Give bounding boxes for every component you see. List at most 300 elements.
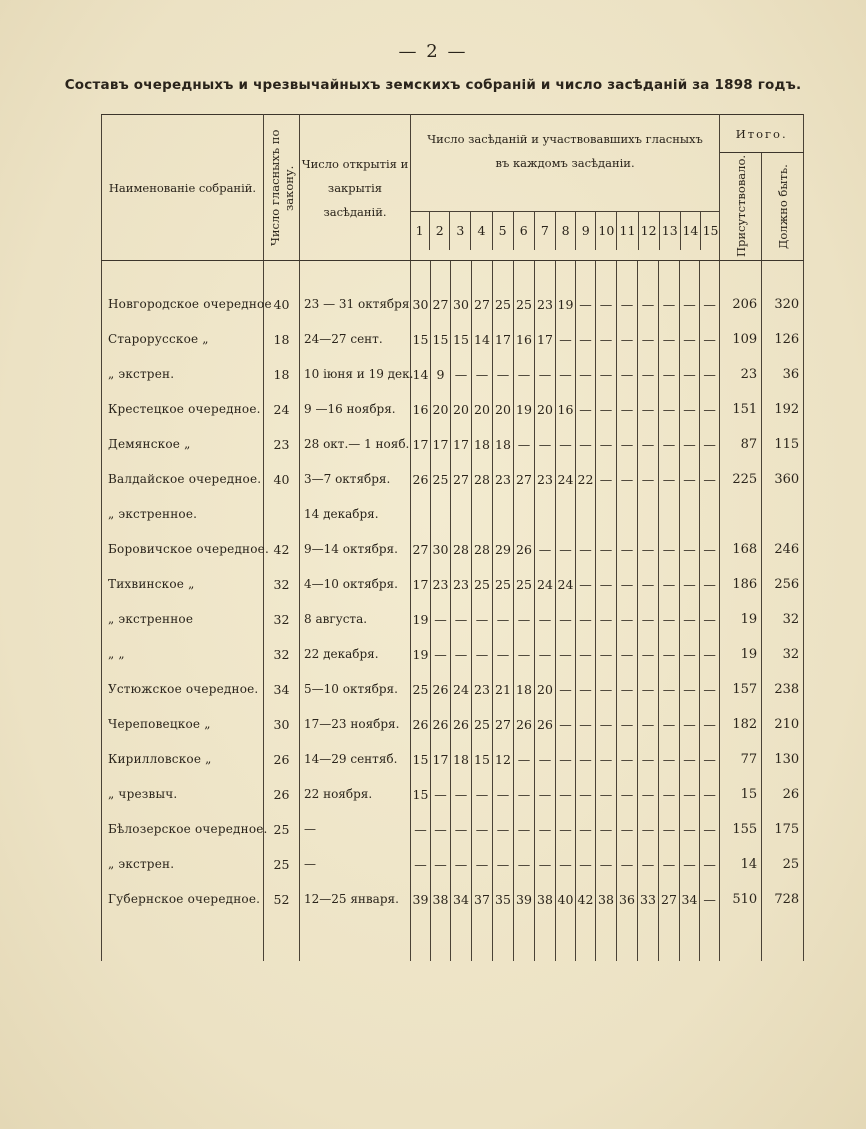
row-session-value: —	[431, 847, 451, 882]
session-number-15: 15	[700, 212, 720, 250]
row-dates: 9 —16 ноября.	[300, 392, 411, 427]
row-session-value	[617, 497, 638, 532]
row-name: Новгородское очередное	[102, 287, 264, 322]
row-session-value: 42	[576, 882, 596, 917]
row-session-value: 18	[451, 742, 472, 777]
row-present: 15	[720, 777, 762, 812]
row-dates: 22 ноября.	[300, 777, 411, 812]
row-session-value: 24	[451, 672, 472, 707]
row-session-value: 20	[451, 392, 472, 427]
row-dates: 12—25 января.	[300, 882, 411, 917]
row-session-value: —	[659, 742, 680, 777]
header-should: Должно быть.	[762, 153, 804, 261]
row-name: Валдайское очередное.	[102, 462, 264, 497]
row-session-value: —	[596, 392, 617, 427]
row-session-value: 15	[411, 742, 431, 777]
row-session-value: —	[617, 357, 638, 392]
row-dates: 3—7 октября.	[300, 462, 411, 497]
tail-row	[102, 917, 804, 961]
table-row	[102, 637, 804, 672]
row-session-value: 15	[451, 322, 472, 357]
row-session-value: 27	[431, 287, 451, 322]
row-session-value: —	[431, 812, 451, 847]
row-session-value: —	[659, 637, 680, 672]
row-session-value: —	[576, 812, 596, 847]
spacer-cell	[638, 261, 659, 287]
row-session-value: 16	[411, 392, 431, 427]
row-session-value: —	[700, 672, 720, 707]
row-dates: 22 декабря.	[300, 637, 411, 672]
row-session-value: —	[680, 847, 700, 882]
tail-cell	[617, 917, 638, 961]
row-session-value: —	[617, 567, 638, 602]
spacer-cell	[411, 261, 431, 287]
row-session-value	[411, 497, 431, 532]
row-session-value: 18	[493, 427, 514, 462]
row-session-value: —	[596, 357, 617, 392]
row-session-value: —	[596, 742, 617, 777]
row-session-value: —	[617, 672, 638, 707]
row-session-value: 28	[451, 532, 472, 567]
row-session-value: 19	[556, 287, 576, 322]
row-session-value: 9	[431, 357, 451, 392]
row-session-value: —	[535, 357, 556, 392]
row-session-value: 27	[451, 462, 472, 497]
row-session-value: —	[638, 707, 659, 742]
row-session-value: —	[596, 672, 617, 707]
row-session-value: —	[596, 602, 617, 637]
row-name: Череповецкое „	[102, 707, 264, 742]
row-session-value: —	[472, 777, 493, 812]
row-session-value: 26	[431, 672, 451, 707]
row-session-value: 19	[411, 602, 431, 637]
row-should: 32	[762, 637, 804, 672]
row-should: 36	[762, 357, 804, 392]
row-session-value: —	[556, 322, 576, 357]
row-should: 175	[762, 812, 804, 847]
row-session-value: 21	[493, 672, 514, 707]
row-law-count: 32	[264, 637, 300, 672]
row-should: 32	[762, 602, 804, 637]
row-session-value: —	[638, 672, 659, 707]
row-should: 256	[762, 567, 804, 602]
row-session-value: 25	[493, 567, 514, 602]
row-session-value: 39	[411, 882, 431, 917]
row-session-value: —	[638, 847, 659, 882]
row-should: 25	[762, 847, 804, 882]
row-session-value: —	[596, 532, 617, 567]
table-row	[102, 427, 804, 462]
row-session-value: —	[700, 812, 720, 847]
row-session-value: —	[659, 602, 680, 637]
row-session-value: —	[576, 742, 596, 777]
row-session-value: 30	[431, 532, 451, 567]
row-session-value: 27	[659, 882, 680, 917]
row-session-value: —	[556, 812, 576, 847]
row-session-value: 16	[514, 322, 535, 357]
row-session-value: —	[659, 672, 680, 707]
row-session-value: 23	[451, 567, 472, 602]
row-name: „ чрезвыч.	[102, 777, 264, 812]
session-number-7: 7	[534, 212, 555, 250]
row-law-count: 32	[264, 602, 300, 637]
row-law-count: 26	[264, 742, 300, 777]
row-session-value: —	[617, 637, 638, 672]
row-law-count: 24	[264, 392, 300, 427]
row-session-value: —	[556, 847, 576, 882]
tail-cell	[700, 917, 720, 961]
tail-cell	[411, 917, 431, 961]
row-session-value: —	[493, 812, 514, 847]
header-name: Наименованіе собраній.	[102, 115, 264, 261]
row-session-value: 23	[472, 672, 493, 707]
row-session-value: 24	[556, 462, 576, 497]
row-session-value	[596, 497, 617, 532]
session-number-13: 13	[659, 212, 680, 250]
row-session-value: —	[576, 532, 596, 567]
row-session-value: 16	[556, 392, 576, 427]
row-session-value: —	[617, 777, 638, 812]
row-session-value: —	[556, 427, 576, 462]
row-session-value: —	[700, 882, 720, 917]
row-session-value: —	[617, 427, 638, 462]
spacer-cell	[680, 261, 700, 287]
table-row	[102, 847, 804, 882]
row-session-value: —	[596, 812, 617, 847]
row-session-value: 33	[638, 882, 659, 917]
row-session-value: 28	[472, 462, 493, 497]
row-session-value: —	[617, 532, 638, 567]
row-name: Крестецкое очередное.	[102, 392, 264, 427]
row-session-value: 26	[451, 707, 472, 742]
row-session-value: —	[680, 637, 700, 672]
row-law-count: 34	[264, 672, 300, 707]
table-body	[102, 261, 804, 961]
row-session-value: —	[431, 777, 451, 812]
row-session-value: 39	[514, 882, 535, 917]
row-present: 182	[720, 707, 762, 742]
table-row	[102, 497, 804, 532]
row-session-value: —	[700, 462, 720, 497]
row-session-value: —	[659, 707, 680, 742]
row-dates: 28 окт.— 1 нояб.	[300, 427, 411, 462]
session-number-12: 12	[638, 212, 659, 250]
row-session-value: —	[535, 532, 556, 567]
row-name: „ экстренное	[102, 602, 264, 637]
row-should: 238	[762, 672, 804, 707]
row-session-value: —	[576, 322, 596, 357]
row-name: „ экстренное.	[102, 497, 264, 532]
row-session-value: —	[596, 322, 617, 357]
tail-cell	[762, 917, 804, 961]
header-total: Итого.	[720, 115, 804, 153]
row-session-value: —	[617, 847, 638, 882]
row-session-value: —	[617, 322, 638, 357]
row-session-value: —	[451, 637, 472, 672]
spacer-cell	[535, 261, 556, 287]
tail-cell	[264, 917, 300, 961]
row-session-value: 24	[556, 567, 576, 602]
row-session-value: —	[700, 567, 720, 602]
row-session-value: —	[700, 322, 720, 357]
row-session-value: —	[638, 532, 659, 567]
row-session-value: —	[680, 707, 700, 742]
row-session-value: 17	[431, 742, 451, 777]
tail-cell	[451, 917, 472, 961]
row-session-value: —	[514, 602, 535, 637]
row-name: Кирилловское „	[102, 742, 264, 777]
spacer-cell	[472, 261, 493, 287]
row-session-value: —	[638, 777, 659, 812]
row-session-value: —	[638, 812, 659, 847]
row-session-value: 29	[493, 532, 514, 567]
row-session-value: 24	[535, 567, 556, 602]
row-session-value: 15	[431, 322, 451, 357]
row-dates: 14 декабря.	[300, 497, 411, 532]
row-session-value: —	[493, 777, 514, 812]
row-session-value: —	[576, 672, 596, 707]
row-present: 155	[720, 812, 762, 847]
row-session-value: —	[638, 427, 659, 462]
row-session-value: 30	[451, 287, 472, 322]
row-session-value: —	[596, 567, 617, 602]
row-dates: 9—14 октября.	[300, 532, 411, 567]
row-session-value: 30	[411, 287, 431, 322]
row-session-value: 12	[493, 742, 514, 777]
row-present: 168	[720, 532, 762, 567]
row-present: 225	[720, 462, 762, 497]
row-dates: 14—29 сентяб.	[300, 742, 411, 777]
row-session-value: —	[680, 532, 700, 567]
tail-cell	[576, 917, 596, 961]
row-session-value: 25	[431, 462, 451, 497]
row-session-value: 15	[411, 777, 431, 812]
row-session-value: —	[659, 357, 680, 392]
spacer-cell	[700, 261, 720, 287]
header-dates: Число открытія и закрытія засѣданій.	[300, 115, 411, 261]
row-session-value: —	[700, 602, 720, 637]
row-name: Старорусское „	[102, 322, 264, 357]
row-name: „ экстрен.	[102, 847, 264, 882]
row-session-value: 34	[680, 882, 700, 917]
row-session-value: —	[680, 357, 700, 392]
row-session-value: 27	[514, 462, 535, 497]
tail-cell	[102, 917, 264, 961]
row-session-value: —	[617, 812, 638, 847]
session-number-3: 3	[449, 212, 470, 250]
row-session-value: 35	[493, 882, 514, 917]
table-row	[102, 287, 804, 322]
row-session-value: 26	[535, 707, 556, 742]
row-session-value: —	[576, 392, 596, 427]
row-law-count	[264, 497, 300, 532]
row-session-value: 26	[411, 462, 431, 497]
session-number-5: 5	[492, 212, 513, 250]
row-session-value: —	[556, 602, 576, 637]
row-session-value: —	[638, 287, 659, 322]
row-session-value: —	[556, 742, 576, 777]
row-should: 130	[762, 742, 804, 777]
row-dates: —	[300, 812, 411, 847]
row-session-value: —	[596, 777, 617, 812]
row-session-value: —	[659, 287, 680, 322]
tail-cell	[472, 917, 493, 961]
row-session-value: —	[535, 812, 556, 847]
row-session-value: 17	[431, 427, 451, 462]
row-session-value: 20	[472, 392, 493, 427]
row-session-value: —	[617, 707, 638, 742]
row-present: 151	[720, 392, 762, 427]
row-law-count: 52	[264, 882, 300, 917]
row-law-count: 26	[264, 777, 300, 812]
row-session-value: —	[576, 707, 596, 742]
row-present: 19	[720, 602, 762, 637]
row-dates: 24—27 сент.	[300, 322, 411, 357]
row-session-value: —	[535, 847, 556, 882]
spacer-cell	[451, 261, 472, 287]
row-session-value: —	[680, 567, 700, 602]
row-name: Тихвинское „	[102, 567, 264, 602]
row-session-value: —	[451, 812, 472, 847]
row-session-value	[556, 497, 576, 532]
row-session-value: —	[556, 637, 576, 672]
row-session-value: —	[638, 357, 659, 392]
row-present: 14	[720, 847, 762, 882]
row-session-value: —	[617, 602, 638, 637]
row-present: 87	[720, 427, 762, 462]
row-session-value: —	[493, 847, 514, 882]
row-session-value: —	[535, 637, 556, 672]
row-session-value: 25	[411, 672, 431, 707]
spacer-cell	[617, 261, 638, 287]
table-row	[102, 707, 804, 742]
table-row	[102, 882, 804, 917]
row-law-count: 40	[264, 287, 300, 322]
row-session-value: —	[700, 287, 720, 322]
row-session-value: 34	[451, 882, 472, 917]
row-law-count: 23	[264, 427, 300, 462]
spacer-row	[102, 261, 804, 287]
row-session-value: —	[659, 847, 680, 882]
session-number-6: 6	[513, 212, 534, 250]
session-number-14: 14	[680, 212, 700, 250]
table-row	[102, 602, 804, 637]
row-session-value: 17	[451, 427, 472, 462]
tail-cell	[596, 917, 617, 961]
row-session-value: —	[576, 567, 596, 602]
row-session-value: —	[576, 427, 596, 462]
row-session-value: —	[556, 357, 576, 392]
row-session-value: —	[700, 532, 720, 567]
row-session-value: —	[514, 427, 535, 462]
row-session-value: —	[472, 602, 493, 637]
row-session-value: —	[493, 357, 514, 392]
row-session-value: —	[514, 812, 535, 847]
spacer-cell	[720, 261, 762, 287]
table-row	[102, 392, 804, 427]
row-law-count: 18	[264, 357, 300, 392]
row-session-value	[514, 497, 535, 532]
row-session-value: —	[659, 532, 680, 567]
row-name: Губернское очередное.	[102, 882, 264, 917]
row-session-value: 27	[411, 532, 431, 567]
table-row	[102, 742, 804, 777]
row-session-value: 20	[431, 392, 451, 427]
row-session-value: —	[556, 532, 576, 567]
tail-cell	[493, 917, 514, 961]
row-should: 192	[762, 392, 804, 427]
row-session-value: —	[596, 707, 617, 742]
row-session-value: —	[514, 357, 535, 392]
row-session-value	[700, 497, 720, 532]
row-present: 510	[720, 882, 762, 917]
row-session-value: —	[680, 672, 700, 707]
row-session-value: —	[535, 427, 556, 462]
row-session-value: 19	[514, 392, 535, 427]
row-session-value: 19	[411, 637, 431, 672]
row-law-count: 32	[264, 567, 300, 602]
row-session-value: 15	[411, 322, 431, 357]
row-should: 26	[762, 777, 804, 812]
row-law-count: 25	[264, 847, 300, 882]
row-session-value: 26	[514, 707, 535, 742]
row-session-value: —	[472, 357, 493, 392]
row-dates: —	[300, 847, 411, 882]
tail-cell	[659, 917, 680, 961]
row-present	[720, 497, 762, 532]
row-session-value: 14	[411, 357, 431, 392]
row-session-value: 18	[514, 672, 535, 707]
row-session-value: —	[576, 287, 596, 322]
row-session-value: —	[680, 322, 700, 357]
tail-cell	[300, 917, 411, 961]
page-title: Составъ очередныхъ и чрезвычайныхъ земскихъ собраній и число засѣданій за 1898 годъ.	[64, 77, 802, 93]
row-session-value: —	[514, 637, 535, 672]
row-session-value: —	[451, 357, 472, 392]
data-table	[101, 114, 804, 961]
row-session-value: 36	[617, 882, 638, 917]
row-name: Демянское „	[102, 427, 264, 462]
table-row	[102, 322, 804, 357]
row-session-value: —	[700, 427, 720, 462]
header-deputies: Число гласныхъ по закону.	[264, 115, 300, 261]
row-dates: 8 августа.	[300, 602, 411, 637]
row-session-value: —	[638, 637, 659, 672]
row-session-value: —	[576, 357, 596, 392]
row-session-value: —	[700, 777, 720, 812]
row-session-value: —	[576, 777, 596, 812]
row-session-value: 18	[472, 427, 493, 462]
row-session-value: —	[596, 637, 617, 672]
row-dates: 5—10 октября.	[300, 672, 411, 707]
row-session-value: —	[659, 462, 680, 497]
row-session-value	[638, 497, 659, 532]
row-session-value: —	[680, 462, 700, 497]
row-session-value: —	[493, 602, 514, 637]
row-session-value: 28	[472, 532, 493, 567]
row-session-value: —	[576, 602, 596, 637]
row-session-value: 37	[472, 882, 493, 917]
row-session-value: 20	[493, 392, 514, 427]
row-session-value: —	[659, 392, 680, 427]
row-session-value: —	[659, 812, 680, 847]
row-session-value: 27	[493, 707, 514, 742]
row-session-value: 23	[493, 462, 514, 497]
row-session-value: 25	[472, 707, 493, 742]
row-session-value: 26	[514, 532, 535, 567]
row-present: 23	[720, 357, 762, 392]
row-session-value: —	[596, 462, 617, 497]
